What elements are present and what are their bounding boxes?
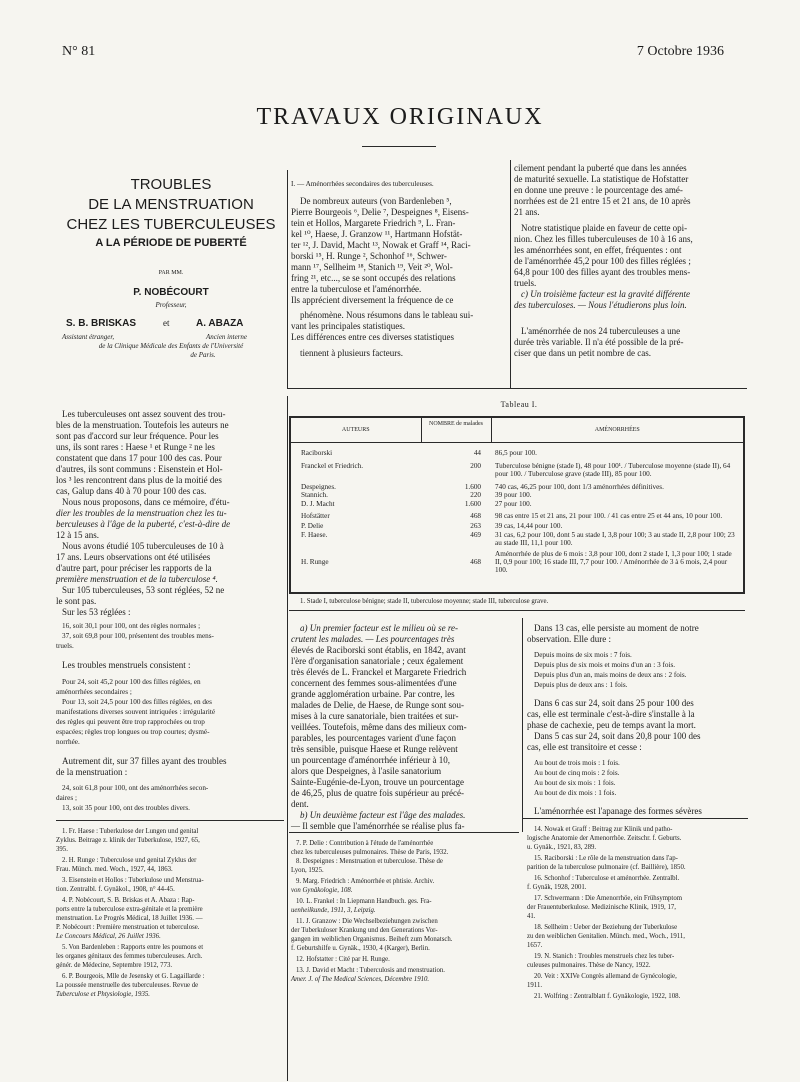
footnotes-rule-mid bbox=[289, 832, 519, 833]
footnote-line: 1657. bbox=[527, 942, 543, 949]
lower-col1-line: Sainte-Eugénie-de-Lyon, trouve un pourcentage bbox=[291, 777, 464, 787]
col3-line: nion. Chez les filles tuberculeuses de 10 à 16 ans, bbox=[514, 234, 693, 244]
col3-line: 64,8 pour 100 des filles ayant des troubles mens- bbox=[514, 267, 691, 277]
footnote-line: chez les tuberculeuses pulmonaires. Thèse de Paris, 1932. bbox=[291, 849, 449, 856]
footnote-line: culeuses pulmonaires. Thèse de Nancy, 1922. bbox=[527, 962, 651, 969]
table-row bbox=[291, 491, 743, 499]
column-rule-lower-right bbox=[522, 618, 523, 832]
table-cell-amenorrhee: Aménorrhée de plus de 6 mois : 3,8 pour 100, dont 2 stade I, 1,3 pour 100; 1 stade II, 0,9 pour 100; 16 stade III, 7,7 pour 100. / Aménorrhée de 3 à 6 mois, 2,4 pour 100. bbox=[495, 549, 732, 575]
col3-line: truels. bbox=[514, 278, 537, 288]
col1-small-line: aménorrhées secondaires ; bbox=[56, 688, 132, 696]
col1-small-line: espacées; règles trop longues ou trop courtes; dysmé- bbox=[56, 728, 210, 736]
table-cell-auteur: Hofstätter bbox=[301, 511, 330, 520]
footnote-line: 17. Schwermann : Die Amenorrhöe, ein Frühsymptom bbox=[534, 895, 682, 902]
col1-small-line: 37, soit 69,8 pour 100, présentent des troubles mens- bbox=[62, 632, 214, 640]
footnote-line: Frau. Münch. med. Woch., 1927, 44, 1863. bbox=[56, 866, 173, 873]
affil-paris: de Paris. bbox=[190, 351, 216, 359]
title-line-2: DE LA MENSTRUATION bbox=[88, 196, 254, 213]
table-cell-amenorrhee: 27 pour 100. bbox=[495, 499, 532, 508]
lower-col2-list-item: Au bout de cinq mois : 2 fois. bbox=[534, 769, 620, 777]
column-rule-left bbox=[287, 170, 288, 388]
table-cell-auteur: Franckel et Friedrich. bbox=[301, 461, 364, 470]
table-cell-nombre: 44 bbox=[473, 448, 481, 457]
footnote-line: tion. Zentralbl. f. Gynäkol., 1908, n° 44-45. bbox=[56, 886, 175, 893]
table-cell-amenorrhee: 39 pour 100. bbox=[495, 491, 532, 500]
affil-ancien: Ancien interne bbox=[206, 333, 248, 341]
lower-col2-line: Dans 5 cas sur 24, soit dans 20,8 pour 100 des bbox=[534, 731, 701, 741]
col1-line: d'autre part, pour préciser les rapports de la bbox=[56, 563, 212, 573]
footnote-line: zu den weiblichen Genitalien. Münch. med., Woch., 1911, bbox=[527, 933, 686, 940]
lower-col1-line: parables, les pourcentages varient d'une façon bbox=[291, 733, 457, 743]
amenorrhee-table bbox=[291, 418, 743, 575]
footnote-line: génér. de Médecine, Septembre 1912, 773. bbox=[56, 962, 173, 969]
par-label: PAR MM. bbox=[158, 270, 184, 276]
footnote-line: 41. bbox=[527, 913, 536, 920]
col1-line: berculeuses à l'âge de la puberté, c'est-à-dire de bbox=[56, 519, 231, 529]
table-header-auteurs: AUTEURS bbox=[341, 427, 370, 433]
table-cell-nombre: 263 bbox=[470, 522, 481, 531]
table-cell-auteur: D. J. Macht bbox=[301, 499, 335, 508]
footnote-line: f. Gynäk, 1928, 2001. bbox=[527, 884, 587, 891]
col1-line: Sur les 53 réglées : bbox=[62, 607, 131, 617]
lower-col2-list-item: Depuis plus de six mois et moins d'un an : 3 fois. bbox=[534, 661, 676, 669]
col1-small-line: daires ; bbox=[56, 794, 77, 802]
col3-line: cilement pendant la puberté que dans les années bbox=[514, 163, 687, 173]
lower-col1-line: un pourcentage d'aménorrhée inférieur à 10, bbox=[291, 755, 451, 765]
lower-col2-list-item: Depuis moins de six mois : 7 fois. bbox=[534, 651, 632, 659]
lower-col1-line: malades de Delie, de Haese, de Runge sont sou- bbox=[291, 700, 464, 710]
footnote-line: Tuberculose et Phtysiologie, 1935. bbox=[56, 991, 150, 998]
col2-line: borski ¹⁵, H. Runge ², Schonhof ¹⁶, Schwer- bbox=[291, 251, 447, 261]
col1-small-line: truels. bbox=[56, 642, 74, 650]
col1-heading-troubles: Les troubles menstruels consistent : bbox=[62, 660, 191, 670]
col2-line: entre la tuberculose et l'aménorrhée. bbox=[291, 284, 422, 294]
col3-line: en donne une preuve : le pourcentage des amé- bbox=[514, 185, 683, 195]
table-frame bbox=[289, 416, 745, 594]
col1-line: Sur 105 tuberculeuses, 53 sont réglées, 52 ne bbox=[62, 585, 225, 595]
col2-line: De nombreux auteurs (von Bardenleben ⁵, bbox=[300, 196, 452, 206]
footnote-line: 3. Eisenstein et Hollos : Tuberkulose und Menstrua- bbox=[62, 877, 204, 884]
lower-col1-line: concernent des femmes sous-alimentées d'une bbox=[291, 678, 457, 688]
footnote-line: 8. Despeignes : Menstruation et tuberculose. Thèse de bbox=[296, 858, 443, 865]
author-role: Professeur, bbox=[155, 301, 187, 309]
footnote-line: 18. Sellheim : Ueber der Beziehung der Tuberkulose bbox=[534, 924, 678, 931]
table-cell-amenorrhee: 86,5 pour 100. bbox=[495, 448, 537, 457]
lower-col1-line: l'ère d'organisation sanatoriale ; ceux également bbox=[291, 656, 464, 666]
lower-col2-line: observation. Elle dure : bbox=[527, 634, 611, 644]
lower-col2-list-item: Depuis plus de deux ans : 1 fois. bbox=[534, 681, 628, 689]
lower-col1-line: b) Un deuxième facteur est l'âge des malades. bbox=[300, 810, 466, 820]
table-cell-auteur: Stannich. bbox=[301, 491, 328, 500]
table-cell-auteur: P. Delie bbox=[301, 522, 324, 531]
footnote-line: Amer. J. of The Medical Sciences, Décembre 1910. bbox=[291, 976, 430, 983]
footnote-line: uenheilkunde, 1911, 3, Leipzig. bbox=[291, 907, 376, 914]
footnote-line: 12. Hofstatter : Cité par H. Runge. bbox=[296, 956, 390, 963]
title-line-3: CHEZ LES TUBERCULEUSES bbox=[66, 216, 276, 233]
col1-small-line: Pour 24, soit 45,2 pour 100 des filles réglées, en bbox=[62, 678, 201, 686]
lower-col1-line: veillées. Toutefois, même dans des milieux com- bbox=[291, 722, 467, 732]
table-cell-auteur: F. Haese. bbox=[301, 530, 328, 539]
footnote-line: 1911. bbox=[527, 982, 543, 989]
table-row bbox=[291, 510, 743, 522]
table-title: Tableau I. bbox=[500, 400, 538, 409]
footnote-line: 2. H. Runge : Tuberculose und genital Zyklus der bbox=[62, 857, 197, 864]
table-cell-nombre: 469 bbox=[470, 530, 481, 539]
footnote-line: 7. P. Delie : Contribution à l'étude de l'aménorrhée bbox=[296, 840, 434, 847]
col1-line: 17 ans. Leurs observations ont été utilisées bbox=[56, 552, 211, 562]
col3-line: de l'aménorrhée 45,2 pour 100 des filles réglées ; bbox=[514, 256, 691, 266]
table-cell-nombre: 1.600 bbox=[464, 499, 481, 508]
col1-line: Autrement dit, sur 37 filles ayant des troubles bbox=[62, 756, 227, 766]
table-cell-amenorrhee: 98 cas entre 15 et 21 ans, 21 pour 100. / 41 cas entre 25 et 44 ans, 10 pour 100. bbox=[495, 511, 723, 520]
footnote-line: der Frauentuberkulose. Medizinische Klinik, 1919, 17, bbox=[527, 904, 676, 911]
issue-date: 7 Octobre 1936 bbox=[636, 44, 724, 59]
affil-assistant: Assistant étranger, bbox=[62, 333, 115, 341]
footnote-line: P. Nobécourt : Première menstruation et tuberculose. bbox=[56, 924, 200, 931]
footnote-line: 6. P. Bourgeois, Mlle de Jesensky et G. Lagaillarde : bbox=[62, 973, 205, 980]
col3-line: Notre statistique plaide en faveur de cette opi- bbox=[521, 223, 688, 233]
footnote-line: 5. Von Bardenleben : Rapports entre les poumons et bbox=[62, 944, 204, 951]
issue-number: N° 81 bbox=[62, 44, 96, 59]
lower-col1-line: — Il semble que l'aménorrhée se réalise plus fa- bbox=[291, 821, 465, 831]
table-footnote: 1. Stade I, tuberculose bénigne; stade II, tuberculose moyenne; stade III, tuberculose grave. bbox=[300, 598, 549, 605]
table-row bbox=[291, 531, 743, 550]
lower-col2-line: Dans 6 cas sur 24, soit dans 25 pour 100 des bbox=[534, 698, 694, 708]
affil-clinique: de la Clinique Médicale des Enfants de l'Université bbox=[98, 342, 244, 350]
author-nobecourt: P. NOBÉCOURT bbox=[133, 287, 209, 298]
lower-col2-line: phase de cachexie, peu de temps avant la mort. bbox=[527, 720, 696, 730]
col2-line: mann ¹⁷, Sellheim ¹⁸, Stanich ¹⁹, Veit ²⁰, Wol- bbox=[291, 262, 453, 272]
footnote-line: ports entre la tuberculose extra-génitale et la première bbox=[56, 906, 203, 913]
col1-line: de la menstruation : bbox=[56, 767, 128, 777]
table-cell-nombre: 220 bbox=[470, 491, 481, 500]
footnote-line: 9. Marg. Friedrich : Aménorrhée et phtisie. Archiv. bbox=[296, 878, 435, 885]
footnotes-rule-right bbox=[522, 818, 748, 819]
column-rule-right bbox=[510, 160, 511, 388]
footnote-line: 16. Schonhof : Tuberculose et aménorrhée. Zentralbl. bbox=[534, 875, 680, 882]
lower-col2-line: Dans 13 cas, elle persiste au moment de notre bbox=[534, 623, 699, 633]
table-cell-amenorrhee: Tuberculose bénigne (stade I), 48 pour 100¹. / Tuberculose moyenne (stade II), 64 pour 100. / Tuberculose grave (stade III), 85 pour 100. bbox=[495, 461, 731, 479]
footnote-line: menstruation. Le Progrès Médical, 18 Juillet 1936. — bbox=[56, 915, 203, 922]
lower-col1-line: a) Un premier facteur est le milieu où se re- bbox=[300, 623, 459, 633]
col3-line: L'aménorrhée de nos 24 tuberculeuses a une bbox=[521, 326, 681, 336]
author-abaza: A. ABAZA bbox=[196, 318, 244, 329]
article-title bbox=[56, 175, 286, 251]
table-top-rule bbox=[287, 388, 747, 389]
col3-line: 21 ans. bbox=[514, 207, 540, 217]
table-bottom-rule bbox=[289, 610, 745, 611]
table-cell-amenorrhee: 740 cas, 46,25 pour 100, dont 1/3 aménorrhées définitives. bbox=[495, 482, 664, 491]
lower-col2-list-item: Au bout de dix mois : 1 fois. bbox=[534, 789, 617, 797]
footnote-line: 4. P. Nobécourt, S. B. Briskas et A. Abaza : Rap- bbox=[62, 897, 195, 904]
lower-col2-line: cas, elle est transitoire et cesse : bbox=[527, 742, 642, 752]
footnote-line: u. Gynäk., 1921, 83, 289. bbox=[527, 844, 597, 851]
footnotes-rule-left bbox=[56, 820, 284, 821]
footnote-line: gangen im weiblichen Organismus. Beiheft zum Monatsch. bbox=[291, 936, 453, 943]
col1-small-line: manifestations diverses souvent intriquées : irrégularité bbox=[56, 708, 216, 716]
section-title: TRAVAUX ORIGINAUX bbox=[256, 104, 544, 130]
lower-col2-list-item: Depuis plus d'un an, mais moins de deux ans : 2 fois. bbox=[534, 671, 687, 679]
col2-line: fring ²¹, etc..., se se sont occupés des relations bbox=[291, 273, 456, 283]
col2-line: kel ¹⁰, Haese, J. Granzow ¹¹, Hartmann Hofstät- bbox=[291, 229, 463, 239]
col1-line: 12 à 15 ans. bbox=[56, 530, 99, 540]
col1-line: première menstruation et de la tuberculose ⁴. bbox=[56, 574, 218, 584]
table-row bbox=[291, 442, 743, 460]
table-cell-amenorrhee: 39 cas, 14,44 pour 100. bbox=[495, 522, 563, 531]
lower-col2-list-item: Au bout de six mois : 1 fois. bbox=[534, 779, 616, 787]
lower-col1-line: crutent les malades. — Les pourcentages très bbox=[291, 634, 455, 644]
col2-line: Les différences entre ces diverses statistiques bbox=[291, 332, 455, 342]
footnote-line: 14. Nowak et Graff : Beitrag zur Klinik und patho- bbox=[534, 826, 673, 833]
table-cell-nombre: 468 bbox=[470, 557, 481, 566]
col2-line: Ils apprécient diversement la fréquence de ce bbox=[291, 295, 454, 305]
title-line-1: TROUBLES bbox=[130, 176, 212, 193]
title-rule bbox=[362, 146, 436, 147]
author-briskas: S. B. BRISKAS bbox=[66, 318, 137, 329]
footnote-line: 11. J. Granzow : Die Wechselbeziehungen zwischen bbox=[296, 918, 438, 925]
table-row bbox=[291, 550, 743, 575]
lower-col2-list-item: Au bout de trois mois : 1 fois. bbox=[534, 759, 620, 767]
footnote-line: 10. L. Frankel : In Liepmann Handbuch. ges. Fra- bbox=[296, 898, 432, 905]
lower-col1-line: mises à la cure sanatoriale, bien traitées et sur- bbox=[291, 711, 459, 721]
col3-line: c) Un troisième facteur est la gravité différente bbox=[521, 289, 691, 299]
lower-col2-line: L'aménorrhée est l'apanage des formes sévères bbox=[534, 806, 702, 816]
lower-col1-line: dent. bbox=[291, 799, 309, 809]
col2-line: phénomène. Nous résumons dans le tableau sui- bbox=[300, 310, 474, 320]
col3-line: les aménorrhées sont, en effet, fréquentes : ont bbox=[514, 245, 682, 255]
col2-line: tein et Hollos, Margarete Friedrich ⁹, L. Fran- bbox=[291, 218, 456, 228]
table-cell-auteur: Despeignes. bbox=[301, 482, 336, 491]
col1-small-line: 16, soit 30,1 pour 100, ont des règles normales ; bbox=[62, 622, 201, 630]
col3-line: ciser que dans un petit nombre de cas. bbox=[514, 348, 651, 358]
lower-col1-line: très élevés de L. Franckel et Margarete Friedrich bbox=[291, 667, 467, 677]
col1-small-line: des règles qui peuvent être trop rapprochées ou trop bbox=[56, 718, 205, 726]
col1-line: bles de la menstruation. Toutefois les auteurs ne bbox=[56, 420, 229, 430]
table-row bbox=[291, 481, 743, 491]
col1-small-line: 24, soit 61,8 pour 100, ont des aménorrhées secon- bbox=[62, 784, 209, 792]
col2-heading: I. — Aménorrhées secondaires des tuberculeuses. bbox=[291, 180, 434, 188]
table-header-amenorrhees: AMÉNORRHÉES bbox=[594, 427, 640, 433]
col3-line: durée très variable. Il n'a été possible de la pré- bbox=[514, 337, 684, 347]
col1-line: uns, ils sont rares : Haese ¹ et Runge ² ne les bbox=[56, 442, 215, 452]
col1-line: d'autres, ils sont communs : Eisenstein et Hol- bbox=[56, 464, 223, 474]
col1-line: constatent que dans 17 pour 100 des cas. Pour bbox=[56, 453, 222, 463]
footnote-line: von Gynäkologie, 108. bbox=[291, 887, 353, 894]
col2-line: tiennent à plusieurs facteurs. bbox=[300, 348, 403, 358]
footnote-line: 21. Wolfring : Zentralblatt f. Gynäkologie, 1922, 108. bbox=[534, 993, 681, 1000]
table-cell-nombre: 200 bbox=[470, 461, 481, 470]
table-cell-auteur: Raciborski bbox=[301, 448, 333, 457]
column-rule-lower-left bbox=[287, 396, 288, 1081]
table-cell-nombre: 468 bbox=[470, 511, 481, 520]
lower-col1-line: de 46,25, plus de quatre fois supérieur au précé- bbox=[291, 788, 464, 798]
footnote-line: 15. Raciborski : Le rôle de la menstruation dans l'ap- bbox=[534, 855, 678, 862]
title-line-4: A LA PÉRIODE DE PUBERTÉ bbox=[95, 237, 247, 249]
table-cell-auteur: H. Runge bbox=[301, 557, 329, 566]
col2-line: ter ¹², J. David, Macht ¹³, Nowak et Graff ¹⁴, Raci- bbox=[291, 240, 471, 250]
col2-line: Pierre Bourgeois ⁶, Delie ⁷, Despeignes ⁸, Eisens- bbox=[291, 207, 469, 217]
footnote-line: 13. J. David et Macht : Tuberculosis and menstruation. bbox=[296, 967, 445, 974]
col1-line: Les tuberculeuses ont assez souvent des trou- bbox=[62, 409, 226, 419]
col1-line: Nous avons étudié 105 tuberculeuses de 10 à bbox=[62, 541, 224, 551]
col1-small-line: 13, soit 35 pour 100, ont des troubles divers. bbox=[62, 804, 190, 812]
col1-line: Nous nous proposons, dans ce mémoire, d'étu- bbox=[62, 497, 230, 507]
footnote-line: Zyklus. Beitrage z. klinik der Tuberkulose, 1927, 65, bbox=[56, 837, 200, 844]
col1-small-line: norrhée. bbox=[56, 738, 80, 746]
col1-line: sont pas d'accord sur leur fréquence. Pour les bbox=[56, 431, 219, 441]
lower-col1-line: très sensible, puisque Haese et Runge relèvent bbox=[291, 744, 458, 754]
footnote-line: 395. bbox=[56, 846, 68, 853]
lower-col1-line: élevés de Raciborski sont établis, en 1842, avant bbox=[291, 645, 466, 655]
col1-small-line: Pour 13, soit 24,5 pour 100 des filles réglées, en des bbox=[62, 698, 212, 706]
lower-col1-line: grande agglomération urbaine. Par contre, les bbox=[291, 689, 455, 699]
table-cell-nombre: 1.600 bbox=[464, 482, 481, 491]
footnote-line: der Tuberkuloser Krankung und den Generations Vor- bbox=[291, 927, 438, 934]
author-et: et bbox=[163, 318, 170, 328]
footnote-line: Lyon, 1925. bbox=[291, 867, 324, 874]
lower-col1-line: alors que Despeignes, à l'asile sanatorium bbox=[291, 766, 442, 776]
lower-col2-line: cas, elle est terminale c'est-à-dire s'installe à la bbox=[527, 709, 695, 719]
table-row bbox=[291, 522, 743, 530]
table-header-nombre: NOMBRE de malades bbox=[421, 418, 491, 442]
footnote-line: 19. N. Stanich : Troubles menstruels chez les tuber- bbox=[534, 953, 675, 960]
col1-line: dier les troubles de la menstruation chez les tu- bbox=[56, 508, 227, 518]
col3-line: de maturité sexuelle. La statistique de Hofstatter bbox=[514, 174, 689, 184]
footnote-line: La poussée menstruelle des tuberculeuses. Revue de bbox=[56, 982, 199, 989]
footnote-line: logische Anatomie der Amenorrhöe. Zeitschr. f. Geburts. bbox=[527, 835, 682, 842]
col1-line: los ³ les rencontrent dans plus de la moitié des bbox=[56, 475, 222, 485]
col1-line: le sont pas. bbox=[56, 596, 97, 606]
col1-line: cas, Galup dans 40 à 70 pour 100 des cas. bbox=[56, 486, 207, 496]
table-row bbox=[291, 500, 743, 510]
table-row bbox=[291, 460, 743, 481]
table-cell-amenorrhee: 31 cas, 6,2 pour 100, dont 5 au stade I, 3,8 pour 100; 3 au stade II, 2,8 pour 100; 23 au stade III, 11,1 pour 100. bbox=[495, 530, 735, 548]
footnote-line: 20. Veit : XXIVe Congrès allemand de Gynécologie, bbox=[534, 973, 677, 980]
col3-line: des tuberculoses. — Nous l'étudierons plus loin. bbox=[514, 300, 687, 310]
footnote-line: f. Geburtshilfe u. Gynäk., 1930, 4 (Karger), Berlin. bbox=[291, 945, 430, 952]
footnote-line: Le Concours Médical, 26 Juillet 1936. bbox=[56, 933, 161, 940]
footnote-line: les organes génitaux des femmes tuberculeuses. Arch. bbox=[56, 953, 203, 960]
footnote-line: 1. Fr. Haese : Tuberkulose der Lungen und genital bbox=[62, 828, 199, 835]
footnote-line: parition de la tuberculose pulmonaire (cf. Baillière), 1850. bbox=[527, 864, 686, 871]
col2-line: vant les principales statistiques. bbox=[291, 321, 405, 331]
col3-line: norrhées est de 21 entre 15 et 21 ans, de 10 après bbox=[514, 196, 691, 206]
